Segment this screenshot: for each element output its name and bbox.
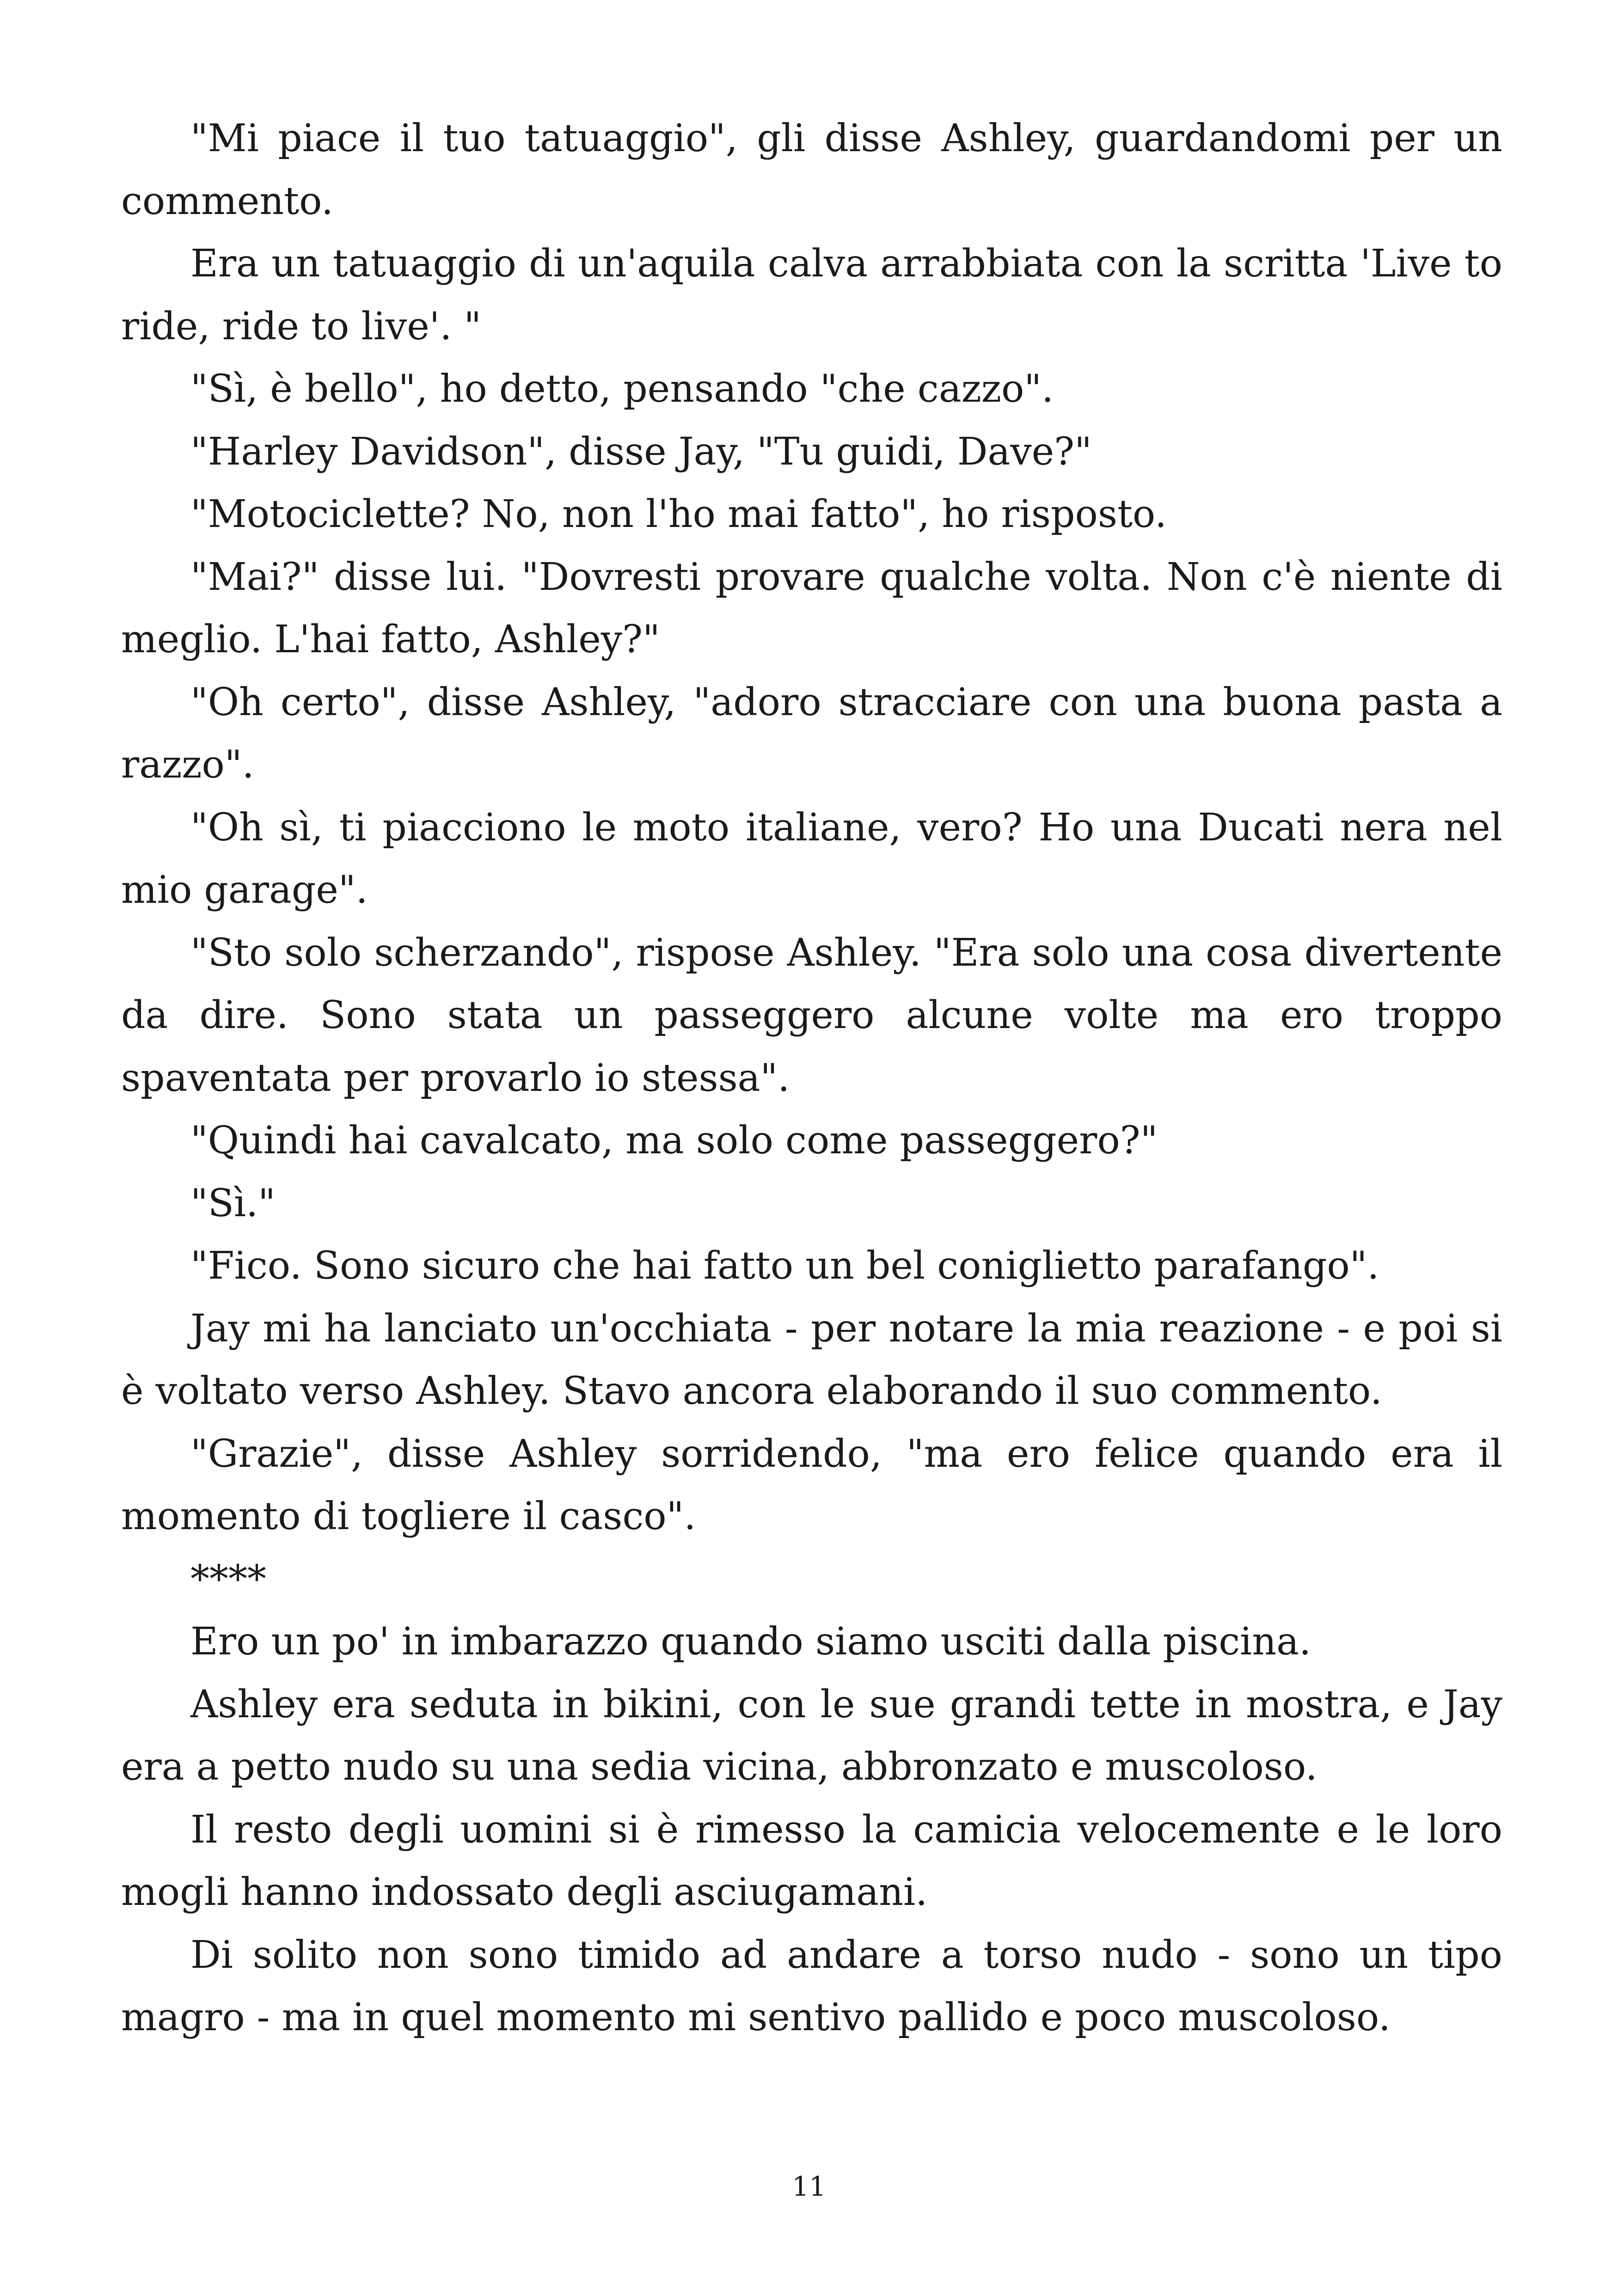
paragraph: Il resto degli uomini si è rimesso la camicia velocemente e le loro mogli hanno indossato degli asciugamani.	[121, 1807, 1502, 1914]
paragraph: "Motociclette? No, non l'ho mai fatto", ho risposto.	[190, 492, 1167, 536]
paragraph: "Mai?" disse lui. "Dovresti provare qualche volta. Non c'è niente di meglio. L'hai fatto, Ashley?"	[121, 555, 1502, 661]
paragraph: Ashley era seduta in bikini, con le sue grandi tette in mostra, e Jay era a petto nudo su una sedia vicina, abbronzato e muscoloso.	[121, 1682, 1502, 1789]
paragraph: Era un tatuaggio di un'aquila calva arrabbiata con la scritta 'Live to ride, ride to live'. "	[121, 242, 1502, 349]
paragraph: "Harley Davidson", disse Jay, "Tu guidi, Dave?"	[190, 429, 1092, 474]
paragraph: "Sto solo scherzando", rispose Ashley. "Era solo una cosa divertente da dire. Sono stata un passeggero alcune volte ma ero troppo spaventata per provarlo io stessa".	[121, 931, 1502, 1100]
paragraph: "Sì."	[190, 1181, 276, 1225]
page-number: 11	[792, 2171, 826, 2202]
paragraph: Jay mi ha lanciato un'occhiata - per notare la mia reazione - e poi si è voltato verso Ashley. Stavo ancora elaborando il suo commento.	[121, 1306, 1502, 1413]
paragraph: "Quindi hai cavalcato, ma solo come passeggero?"	[190, 1119, 1158, 1163]
body-text	[121, 107, 1502, 2049]
paragraph: "Oh sì, ti piacciono le moto italiane, vero? Ho una Ducati nera nel mio garage".	[121, 805, 1502, 912]
paragraph: "Grazie", disse Ashley sorridendo, "ma ero felice quando era il momento di togliere il casco".	[121, 1432, 1502, 1538]
paragraph: "Oh certo", disse Ashley, "adoro stracciare con una buona pasta a razzo".	[121, 680, 1502, 787]
paragraph: "Sì, è bello", ho detto, pensando "che cazzo".	[190, 367, 1054, 411]
paragraph: Ero un po' in imbarazzo quando siamo usciti dalla piscina.	[190, 1620, 1312, 1664]
paragraph: "Fico. Sono sicuro che hai fatto un bel coniglietto parafango".	[190, 1244, 1379, 1288]
section-break: ****	[190, 1557, 266, 1601]
paragraph: Di solito non sono timido ad andare a torso nudo - sono un tipo magro - ma in quel momento mi sentivo pallido e poco muscoloso.	[121, 1933, 1502, 2039]
paragraph: "Mi piace il tuo tatuaggio", gli disse Ashley, guardandomi per un commento.	[121, 116, 1502, 223]
